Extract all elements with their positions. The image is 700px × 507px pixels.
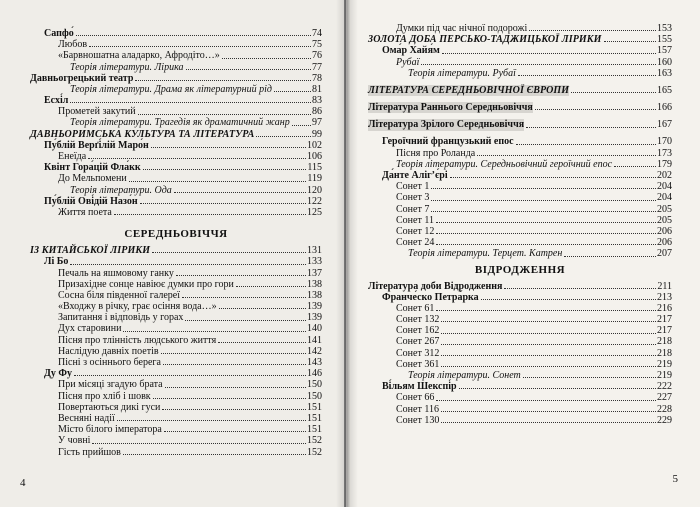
dot-leader xyxy=(564,256,656,257)
toc-group-left-1 xyxy=(30,28,322,218)
toc-entry-title: Теорія літератури. Ода xyxy=(70,184,172,196)
toc-entry xyxy=(30,413,322,424)
toc-entry-page: 151 xyxy=(307,401,322,413)
dot-leader xyxy=(431,211,656,212)
toc-entry-page: 142 xyxy=(307,345,322,357)
dot-leader xyxy=(88,158,306,159)
toc-entry-title: Енеїда xyxy=(58,151,87,163)
toc-entry-title: Теорія літератури. Сонет xyxy=(408,370,521,382)
toc-entry-page: 228 xyxy=(657,403,672,415)
dot-leader xyxy=(161,353,306,354)
dot-leader xyxy=(182,297,306,298)
toc-entry xyxy=(368,303,672,314)
toc-entry xyxy=(30,84,322,95)
toc-entry xyxy=(368,370,672,381)
toc-entry xyxy=(30,129,322,140)
dot-leader xyxy=(151,147,306,148)
dot-leader xyxy=(535,109,656,110)
toc-entry-page: 219 xyxy=(657,370,672,382)
toc-entry-title: Гість прийшов xyxy=(58,446,121,458)
dot-leader xyxy=(162,409,306,410)
toc-group-right-2 xyxy=(368,85,672,96)
toc-entry-page: 173 xyxy=(657,147,672,159)
toc-entry-page: 138 xyxy=(307,278,322,290)
toc-entry-page: 74 xyxy=(312,27,322,39)
toc-entry-page: 143 xyxy=(307,357,322,369)
toc-entry xyxy=(30,162,322,173)
toc-entry-page: 138 xyxy=(307,289,322,301)
toc-entry-title: Сонет 7 xyxy=(396,203,430,215)
dot-leader xyxy=(117,420,306,421)
toc-entry xyxy=(368,181,672,192)
toc-entry xyxy=(30,301,322,312)
dot-leader xyxy=(114,214,306,215)
toc-entry xyxy=(368,392,672,403)
dot-leader xyxy=(441,422,656,423)
dot-leader xyxy=(70,264,306,265)
dot-leader xyxy=(441,355,656,356)
toc-entry-title: Сонет 130 xyxy=(396,414,440,426)
dot-leader xyxy=(164,431,306,432)
toc-entry-title: Сонет 3 xyxy=(396,192,430,204)
toc-entry xyxy=(30,256,322,267)
toc-entry-title: ДАВНЬОРИМСЬКА КУЛЬТУРА ТА ЛІТЕРАТУРА xyxy=(30,128,255,140)
toc-entry-page: 131 xyxy=(307,245,322,257)
toc-entry-page: 204 xyxy=(657,192,672,204)
dot-leader xyxy=(450,177,656,178)
toc-entry-page: 160 xyxy=(657,56,672,68)
toc-entry-page: 163 xyxy=(657,67,672,79)
dot-leader xyxy=(74,375,306,376)
toc-entry-title: Сонет 361 xyxy=(396,358,440,370)
toc-entry-page: 140 xyxy=(307,323,322,335)
toc-entry-page: 202 xyxy=(657,170,672,182)
dot-leader xyxy=(129,181,307,182)
toc-entry xyxy=(30,196,322,207)
dot-leader xyxy=(176,275,306,276)
toc-entry-page: 139 xyxy=(307,301,322,313)
toc-left xyxy=(30,28,322,458)
toc-entry-title: Сонет 312 xyxy=(396,347,440,359)
toc-entry-page: 206 xyxy=(657,237,672,249)
toc-entry-title: Сонет 1 xyxy=(396,181,430,193)
toc-entry xyxy=(30,207,322,218)
toc-entry xyxy=(368,68,672,79)
toc-entry-title: Рубаї xyxy=(396,56,420,68)
dot-leader xyxy=(441,321,656,322)
dot-leader xyxy=(123,331,306,332)
toc-entry-page: 218 xyxy=(657,336,672,348)
dot-leader xyxy=(186,69,312,70)
toc-entry-title: Теорія літератури. Трагедія як драматичний жанр xyxy=(70,117,290,129)
toc-group-left-2 xyxy=(30,245,322,458)
toc-entry-page: 219 xyxy=(657,358,672,370)
toc-entry-title: Квінт Гора́цій Фла́кк xyxy=(44,162,141,174)
toc-entry-title: Теорія літератури. Лірика xyxy=(70,61,184,73)
toc-entry-title: Прометей закутий xyxy=(58,106,136,118)
toc-entry-title: Сонет 267 xyxy=(396,336,440,348)
dot-leader xyxy=(431,200,656,201)
toc-entry xyxy=(368,170,672,181)
toc-entry-title: Есхі́л xyxy=(44,95,69,107)
toc-entry xyxy=(30,402,322,413)
toc-entry xyxy=(30,279,322,290)
toc-entry-page: 97 xyxy=(312,117,322,129)
toc-entry-title: Ома́р Хайя́м xyxy=(382,45,440,57)
toc-right xyxy=(368,23,672,426)
toc-entry xyxy=(30,312,322,323)
toc-entry xyxy=(30,118,322,129)
page-number-right: 5 xyxy=(672,473,678,485)
toc-entry-page: 133 xyxy=(307,256,322,268)
dot-leader xyxy=(92,443,306,444)
toc-entry-page: 205 xyxy=(657,203,672,215)
section-heading-middle-ages: СЕРЕДНЬОВІЧЧЯ xyxy=(124,228,228,241)
toc-entry-title: Сонет 24 xyxy=(396,237,435,249)
toc-entry-title: Теорія літератури. Драма як літературний рід xyxy=(70,83,272,95)
dot-leader xyxy=(614,166,656,167)
dot-leader xyxy=(219,308,306,309)
toc-group-right-4 xyxy=(368,119,672,130)
toc-entry xyxy=(30,379,322,390)
toc-entry-page: 120 xyxy=(307,184,322,196)
toc-entry-title: Сонет 12 xyxy=(396,225,435,237)
dot-leader xyxy=(529,30,656,31)
toc-entry-title: Ві́льям Шекспі́р xyxy=(382,381,457,393)
toc-entry-title: Пісня про хліб і шовк xyxy=(58,390,151,402)
toc-entry-title: «Барвношатна аладарко, Афродіто…» xyxy=(58,50,220,62)
dot-leader xyxy=(441,344,656,345)
toc-entry xyxy=(30,324,322,335)
toc-entry-title: Пісня про Роланда xyxy=(396,147,476,159)
toc-entry-page: 152 xyxy=(307,446,322,458)
dot-leader xyxy=(477,155,656,156)
toc-entry-title: Пісня про тлінність людського життя xyxy=(58,334,217,346)
toc-entry-page: 216 xyxy=(657,302,672,314)
toc-entry xyxy=(30,424,322,435)
toc-entry-page: 167 xyxy=(657,119,672,131)
toc-entry-page: 81 xyxy=(312,83,322,95)
toc-entry xyxy=(368,23,672,34)
toc-entry-page: 211 xyxy=(657,280,672,292)
toc-entry xyxy=(368,192,672,203)
dot-leader xyxy=(174,192,306,193)
dot-leader xyxy=(140,203,306,204)
toc-entry-page: 217 xyxy=(657,325,672,337)
toc-entry-page: 150 xyxy=(307,390,322,402)
toc-entry xyxy=(368,248,672,259)
toc-entry-page: 179 xyxy=(657,158,672,170)
toc-entry-page: 115 xyxy=(307,162,322,174)
toc-entry-page: 75 xyxy=(312,39,322,51)
dot-leader xyxy=(523,377,656,378)
toc-entry xyxy=(30,73,322,84)
toc-entry xyxy=(368,148,672,159)
toc-entry xyxy=(30,28,322,39)
toc-entry-title: Сонет 132 xyxy=(396,314,440,326)
toc-entry-title: Наслідую давніх поетів xyxy=(58,345,159,357)
toc-entry-title: Пу́блій Ові́дій Назо́н xyxy=(44,195,138,207)
dot-leader xyxy=(526,127,656,128)
toc-group-right-1 xyxy=(368,23,672,79)
toc-entry-title: Дух старовини xyxy=(58,323,122,335)
toc-entry-title: Любов xyxy=(58,39,88,51)
toc-entry xyxy=(368,348,672,359)
toc-entry-page: 99 xyxy=(312,128,322,140)
toc-entry-title: Сонет 61 xyxy=(396,302,435,314)
dot-leader xyxy=(436,233,656,234)
toc-entry xyxy=(30,447,322,458)
dot-leader xyxy=(185,320,306,321)
dot-leader xyxy=(459,388,656,389)
toc-entry-title: Франче́ско Петра́рка xyxy=(382,291,479,303)
toc-entry-page: 213 xyxy=(657,291,672,303)
dot-leader xyxy=(163,364,306,365)
toc-entry-title: «Входжу в річку, грає осіння вода…» xyxy=(58,301,217,313)
toc-entry-title: Сонет 162 xyxy=(396,325,440,337)
toc-group-right-6 xyxy=(368,281,672,426)
dot-leader xyxy=(274,91,311,92)
dot-leader xyxy=(153,398,306,399)
toc-entry xyxy=(30,50,322,61)
dot-leader xyxy=(431,188,656,189)
toc-entry xyxy=(30,290,322,301)
toc-entry-title: До Мельпомени xyxy=(58,173,127,185)
toc-entry xyxy=(368,415,672,426)
dot-leader xyxy=(236,286,306,287)
toc-entry xyxy=(368,281,672,292)
toc-entry-title: ІЗ КИТАЙСЬКОЇ ЛІРИКИ xyxy=(30,245,151,257)
dot-leader xyxy=(165,387,306,388)
toc-entry-page: 146 xyxy=(307,368,322,380)
toc-entry xyxy=(30,357,322,368)
toc-entry xyxy=(368,34,672,45)
toc-entry xyxy=(30,62,322,73)
toc-entry xyxy=(30,268,322,279)
toc-entry xyxy=(30,140,322,151)
toc-entry xyxy=(368,102,672,113)
toc-entry-title: Література Раннього Середньовіччя xyxy=(368,102,533,114)
toc-entry-title: Література Зрілого Середньовіччя xyxy=(368,119,525,131)
left-page xyxy=(0,0,344,507)
toc-entry xyxy=(368,237,672,248)
toc-entry-title: ЗОЛОТА ДОБА ПЕРСЬКО-ТАДЖИЦЬКОЇ ЛІРИКИ xyxy=(368,34,602,46)
dot-leader xyxy=(441,411,656,412)
toc-entry xyxy=(368,292,672,303)
toc-entry xyxy=(30,245,322,256)
toc-entry-title: Життя поета xyxy=(58,206,112,218)
dot-leader xyxy=(256,136,311,137)
toc-entry xyxy=(368,404,672,415)
toc-entry-title: Да́нте Алігʼє́рі xyxy=(382,170,448,182)
toc-entry-title: Давньогрецький театр xyxy=(30,72,134,84)
toc-entry-title: Лі Бо xyxy=(44,256,69,268)
dot-leader xyxy=(441,333,656,334)
toc-entry-title: Думки під час нічної подорожі xyxy=(396,22,528,34)
toc-entry-page: 83 xyxy=(312,95,322,107)
toc-entry-page: 122 xyxy=(307,195,322,207)
toc-entry-page: 151 xyxy=(307,412,322,424)
toc-entry-page: 86 xyxy=(312,106,322,118)
toc-entry-title: Сонет 116 xyxy=(396,403,439,415)
spacer xyxy=(30,218,322,224)
toc-entry-title: Печаль на яшмовому ганку xyxy=(58,267,174,279)
toc-entry xyxy=(30,95,322,106)
toc-entry xyxy=(368,204,672,215)
toc-entry xyxy=(30,185,322,196)
toc-entry-page: 151 xyxy=(307,424,322,436)
right-page xyxy=(346,0,700,507)
toc-entry-page: 139 xyxy=(307,312,322,324)
toc-entry-title: Сосна біля південної галереї xyxy=(58,289,180,301)
dot-leader xyxy=(138,114,311,115)
dot-leader xyxy=(436,310,656,311)
toc-entry-page: 78 xyxy=(312,72,322,84)
toc-entry-page: 157 xyxy=(657,45,672,57)
toc-entry-page: 137 xyxy=(307,267,322,279)
toc-entry xyxy=(30,368,322,379)
toc-entry-page: 153 xyxy=(657,22,672,34)
toc-entry xyxy=(368,314,672,325)
toc-entry xyxy=(30,39,322,50)
toc-entry xyxy=(30,106,322,117)
dot-leader xyxy=(441,366,656,367)
toc-entry xyxy=(368,57,672,68)
toc-entry-title: Теорія літератури. Середньовічний героїчний епос xyxy=(396,158,613,170)
toc-entry-page: 125 xyxy=(307,206,322,218)
toc-entry-page: 152 xyxy=(307,435,322,447)
toc-entry-title: Пісні з осіннього берега xyxy=(58,357,161,369)
toc-entry xyxy=(30,335,322,346)
dot-leader xyxy=(292,125,311,126)
toc-entry-title: Повертаються дикі гуси xyxy=(58,401,161,413)
toc-entry-title: При місяці згадую брата xyxy=(58,379,163,391)
toc-entry xyxy=(368,325,672,336)
dot-leader xyxy=(76,35,311,36)
toc-entry-title: Теорія літератури. Терцет. Катрен xyxy=(408,248,563,260)
toc-entry-title: Сонет 11 xyxy=(396,214,434,226)
toc-entry xyxy=(30,435,322,446)
toc-entry xyxy=(368,159,672,170)
dot-leader xyxy=(518,75,656,76)
toc-entry-title: Запитання і відповідь у горах xyxy=(58,312,184,324)
toc-entry xyxy=(368,359,672,370)
toc-entry-title: ЛІТЕРАТУРА СЕРЕДНЬОВІЧНОЇ ЄВРОПИ xyxy=(368,84,570,96)
page-number-left: 4 xyxy=(20,477,26,489)
toc-entry-page: 165 xyxy=(657,84,672,96)
dot-leader xyxy=(571,92,656,93)
dot-leader xyxy=(421,64,656,65)
toc-entry-page: 222 xyxy=(657,381,672,393)
toc-entry xyxy=(368,137,672,148)
toc-entry-page: 155 xyxy=(657,34,672,46)
toc-entry-page: 217 xyxy=(657,314,672,326)
toc-entry xyxy=(368,45,672,56)
dot-leader xyxy=(604,41,656,42)
toc-entry xyxy=(368,226,672,237)
dot-leader xyxy=(89,46,311,47)
section-heading-renaissance: ВІДРОДЖЕННЯ xyxy=(474,263,566,276)
toc-entry xyxy=(368,215,672,226)
book-gutter-shadow xyxy=(336,0,358,507)
dot-leader xyxy=(152,252,306,253)
dot-leader xyxy=(436,222,656,223)
toc-entry-page: 141 xyxy=(307,334,322,346)
dot-leader xyxy=(222,58,311,59)
dot-leader xyxy=(123,454,306,455)
toc-entry-title: Література доби Відродження xyxy=(368,280,503,292)
toc-group-right-3 xyxy=(368,102,672,113)
dot-leader xyxy=(516,144,656,145)
toc-entry-title: У човні xyxy=(58,435,91,447)
toc-entry-title: Героїчний французький епос xyxy=(382,136,514,148)
toc-group-right-5 xyxy=(368,137,672,260)
toc-entry-title: Пу́блій Верґі́лій Маро́н xyxy=(44,139,149,151)
dot-leader xyxy=(436,244,656,245)
toc-entry-page: 119 xyxy=(307,173,322,185)
toc-entry-title: Теорія літератури. Рубаї xyxy=(408,67,516,79)
dot-leader xyxy=(436,400,656,401)
toc-entry-page: 229 xyxy=(657,414,672,426)
toc-entry-title: Призахідне сонце навіює думки про гори xyxy=(58,278,234,290)
toc-entry xyxy=(30,391,322,402)
toc-entry-page: 207 xyxy=(657,248,672,260)
toc-entry-page: 102 xyxy=(307,139,322,151)
dot-leader xyxy=(481,299,656,300)
toc-entry xyxy=(368,337,672,348)
toc-entry-title: Весняні надії xyxy=(58,412,115,424)
toc-entry xyxy=(30,346,322,357)
toc-entry-title: Місто білого імператора xyxy=(58,424,162,436)
toc-entry xyxy=(30,173,322,184)
toc-entry-page: 166 xyxy=(657,102,672,114)
toc-entry-page: 76 xyxy=(312,50,322,62)
toc-entry-page: 170 xyxy=(657,136,672,148)
dot-leader xyxy=(135,80,311,81)
dot-leader xyxy=(143,169,307,170)
toc-entry-title: Ду Фу xyxy=(44,368,72,380)
toc-entry-page: 227 xyxy=(657,392,672,404)
toc-entry-page: 150 xyxy=(307,379,322,391)
toc-entry-page: 204 xyxy=(657,181,672,193)
toc-entry-page: 218 xyxy=(657,347,672,359)
toc-entry-title: Сонет 66 xyxy=(396,392,435,404)
dot-leader xyxy=(70,102,311,103)
toc-entry-page: 106 xyxy=(307,151,322,163)
toc-entry-page: 206 xyxy=(657,225,672,237)
dot-leader xyxy=(442,53,656,54)
dot-leader xyxy=(504,288,656,289)
toc-entry xyxy=(368,85,672,96)
toc-entry-title: Сапфо́ xyxy=(44,27,74,39)
toc-entry xyxy=(368,119,672,130)
toc-entry-page: 77 xyxy=(312,61,322,73)
dot-leader xyxy=(218,342,306,343)
toc-entry xyxy=(368,381,672,392)
toc-entry-page: 205 xyxy=(657,214,672,226)
toc-entry xyxy=(30,151,322,162)
